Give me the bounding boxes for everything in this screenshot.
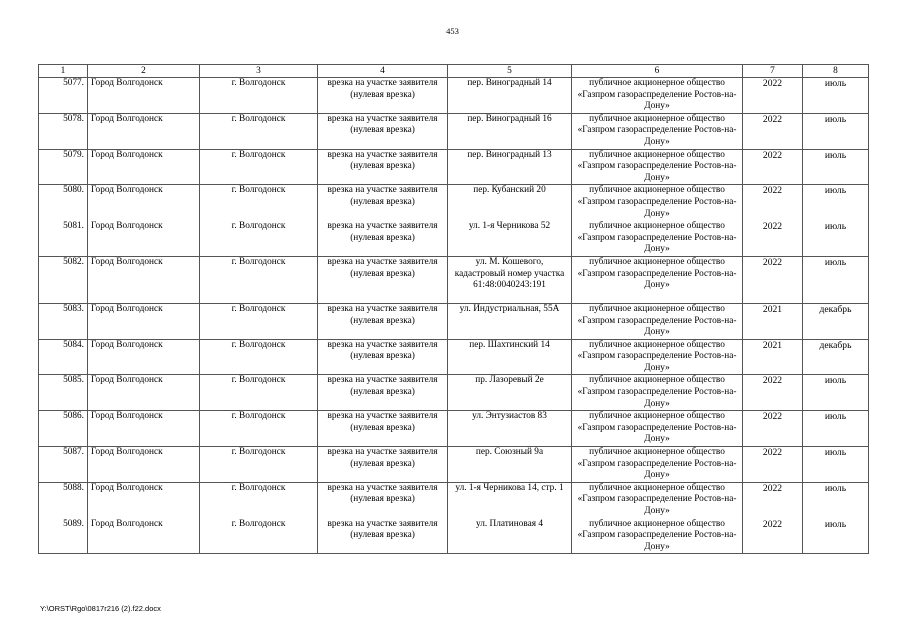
row-number-cell: 5086.	[39, 411, 88, 447]
table-row	[39, 185, 869, 221]
work-type-cell: врезка на участке заявителя (нулевая врезка)	[318, 113, 448, 149]
year-cell: 2022	[743, 149, 803, 185]
year-cell: 2022	[743, 482, 803, 518]
address-cell: пр. Лазоревый 2е	[448, 375, 572, 411]
column-number-header-row	[39, 65, 869, 78]
work-type-cell: врезка на участке заявителя (нулевая врезка)	[318, 339, 448, 375]
work-type-cell: врезка на участке заявителя (нулевая врезка)	[318, 411, 448, 447]
column-header-4: 4	[318, 65, 448, 78]
address-cell: пер. Шахтинский 14	[448, 339, 572, 375]
footer-file-path: Y:\ORST\Rgo\0817r216 (2).f22.docx	[40, 604, 161, 613]
month-cell: декабрь	[803, 339, 869, 375]
settlement-cell: г. Волгодонск	[200, 447, 318, 483]
municipality-cell: Город Волгодонск	[88, 113, 200, 149]
settlement-cell: г. Волгодонск	[200, 113, 318, 149]
work-type-cell: врезка на участке заявителя (нулевая врезка)	[318, 447, 448, 483]
settlement-cell: г. Волгодонск	[200, 411, 318, 447]
organization-cell: публичное акционерное общество «Газпром газораспределение Ростов-на-Дону»	[572, 149, 743, 185]
table-row	[39, 482, 869, 518]
municipality-cell: Город Волгодонск	[88, 518, 200, 554]
settlement-cell: г. Волгодонск	[200, 482, 318, 518]
settlement-cell: г. Волгодонск	[200, 149, 318, 185]
row-number-cell: 5078.	[39, 113, 88, 149]
settlement-cell: г. Волгодонск	[200, 221, 318, 257]
table-row	[39, 256, 869, 303]
municipality-cell: Город Волгодонск	[88, 185, 200, 221]
month-cell: июль	[803, 375, 869, 411]
address-cell: ул. Платиновая 4	[448, 518, 572, 554]
organization-cell: публичное акционерное общество «Газпром газораспределение Ростов-на-Дону»	[572, 303, 743, 339]
work-type-cell: врезка на участке заявителя (нулевая врезка)	[318, 185, 448, 221]
table-row	[39, 447, 869, 483]
address-cell: пер. Союзный 9а	[448, 447, 572, 483]
municipality-cell: Город Волгодонск	[88, 411, 200, 447]
year-cell: 2022	[743, 221, 803, 257]
year-cell: 2022	[743, 256, 803, 303]
settlement-cell: г. Волгодонск	[200, 78, 318, 114]
year-cell: 2022	[743, 411, 803, 447]
organization-cell: публичное акционерное общество «Газпром газораспределение Ростов-на-Дону»	[572, 339, 743, 375]
municipality-cell: Город Волгодонск	[88, 482, 200, 518]
work-type-cell: врезка на участке заявителя (нулевая врезка)	[318, 303, 448, 339]
work-type-cell: врезка на участке заявителя (нулевая врезка)	[318, 518, 448, 554]
municipality-cell: Город Волгодонск	[88, 256, 200, 303]
table-row	[39, 149, 869, 185]
municipality-cell: Город Волгодонск	[88, 375, 200, 411]
address-cell: ул. Индустриальная, 55А	[448, 303, 572, 339]
page-number: 453	[446, 26, 459, 36]
registry-table	[38, 64, 869, 554]
table-row	[39, 411, 869, 447]
organization-cell: публичное акционерное общество «Газпром газораспределение Ростов-на-Дону»	[572, 447, 743, 483]
column-header-8: 8	[803, 65, 869, 78]
row-number-cell: 5083.	[39, 303, 88, 339]
row-number-cell: 5085.	[39, 375, 88, 411]
month-cell: июль	[803, 482, 869, 518]
settlement-cell: г. Волгодонск	[200, 339, 318, 375]
table-row	[39, 375, 869, 411]
row-number-cell: 5080.	[39, 185, 88, 221]
row-number-cell: 5077.	[39, 78, 88, 114]
municipality-cell: Город Волгодонск	[88, 339, 200, 375]
year-cell: 2022	[743, 518, 803, 554]
table-row	[39, 339, 869, 375]
month-cell: июль	[803, 447, 869, 483]
year-cell: 2022	[743, 113, 803, 149]
year-cell: 2022	[743, 375, 803, 411]
settlement-cell: г. Волгодонск	[200, 303, 318, 339]
month-cell: июль	[803, 78, 869, 114]
organization-cell: публичное акционерное общество «Газпром газораспределение Ростов-на-Дону»	[572, 411, 743, 447]
table-row	[39, 113, 869, 149]
row-number-cell: 5081.	[39, 221, 88, 257]
municipality-cell: Город Волгодонск	[88, 303, 200, 339]
table-row	[39, 78, 869, 114]
settlement-cell: г. Волгодонск	[200, 375, 318, 411]
address-cell: пер. Кубанский 20	[448, 185, 572, 221]
address-cell: ул. 1-я Черникова 14, стр. 1	[448, 482, 572, 518]
settlement-cell: г. Волгодонск	[200, 185, 318, 221]
table-row	[39, 518, 869, 554]
year-cell: 2021	[743, 339, 803, 375]
year-cell: 2021	[743, 303, 803, 339]
organization-cell: публичное акционерное общество «Газпром газораспределение Ростов-на-Дону»	[572, 78, 743, 114]
organization-cell: публичное акционерное общество «Газпром газораспределение Ростов-на-Дону»	[572, 375, 743, 411]
address-cell: ул. Энтузиастов 83	[448, 411, 572, 447]
month-cell: июль	[803, 149, 869, 185]
work-type-cell: врезка на участке заявителя (нулевая врезка)	[318, 482, 448, 518]
organization-cell: публичное акционерное общество «Газпром газораспределение Ростов-на-Дону»	[572, 518, 743, 554]
work-type-cell: врезка на участке заявителя (нулевая врезка)	[318, 221, 448, 257]
address-cell: ул. 1-я Черникова 52	[448, 221, 572, 257]
month-cell: июль	[803, 185, 869, 221]
municipality-cell: Город Волгодонск	[88, 221, 200, 257]
column-header-7: 7	[743, 65, 803, 78]
organization-cell: публичное акционерное общество «Газпром газораспределение Ростов-на-Дону»	[572, 185, 743, 221]
column-header-5: 5	[448, 65, 572, 78]
organization-cell: публичное акционерное общество «Газпром газораспределение Ростов-на-Дону»	[572, 221, 743, 257]
column-header-6: 6	[572, 65, 743, 78]
address-cell: пер. Виноградный 16	[448, 113, 572, 149]
work-type-cell: врезка на участке заявителя (нулевая врезка)	[318, 149, 448, 185]
settlement-cell: г. Волгодонск	[200, 518, 318, 554]
year-cell: 2022	[743, 78, 803, 114]
work-type-cell: врезка на участке заявителя (нулевая врезка)	[318, 78, 448, 114]
table-row	[39, 303, 869, 339]
registry-body	[39, 78, 869, 554]
organization-cell: публичное акционерное общество «Газпром газораспределение Ростов-на-Дону»	[572, 113, 743, 149]
settlement-cell: г. Волгодонск	[200, 256, 318, 303]
year-cell: 2022	[743, 447, 803, 483]
month-cell: июль	[803, 256, 869, 303]
row-number-cell: 5084.	[39, 339, 88, 375]
address-cell: ул. М. Кошевого, кадастровый номер участка 61:48:0040243:191	[448, 256, 572, 303]
organization-cell: публичное акционерное общество «Газпром газораспределение Ростов-на-Дону»	[572, 256, 743, 303]
column-header-1: 1	[39, 65, 88, 78]
table-row	[39, 221, 869, 257]
municipality-cell: Город Волгодонск	[88, 447, 200, 483]
month-cell: июль	[803, 411, 869, 447]
year-cell: 2022	[743, 185, 803, 221]
row-number-cell: 5087.	[39, 447, 88, 483]
work-type-cell: врезка на участке заявителя (нулевая врезка)	[318, 375, 448, 411]
row-number-cell: 5089.	[39, 518, 88, 554]
organization-cell: публичное акционерное общество «Газпром газораспределение Ростов-на-Дону»	[572, 482, 743, 518]
address-cell: пер. Виноградный 14	[448, 78, 572, 114]
column-header-2: 2	[88, 65, 200, 78]
municipality-cell: Город Волгодонск	[88, 149, 200, 185]
month-cell: июль	[803, 518, 869, 554]
month-cell: июль	[803, 221, 869, 257]
month-cell: декабрь	[803, 303, 869, 339]
municipality-cell: Город Волгодонск	[88, 78, 200, 114]
month-cell: июль	[803, 113, 869, 149]
work-type-cell: врезка на участке заявителя (нулевая врезка)	[318, 256, 448, 303]
row-number-cell: 5079.	[39, 149, 88, 185]
row-number-cell: 5088.	[39, 482, 88, 518]
address-cell: пер. Виноградный 13	[448, 149, 572, 185]
row-number-cell: 5082.	[39, 256, 88, 303]
column-header-3: 3	[200, 65, 318, 78]
